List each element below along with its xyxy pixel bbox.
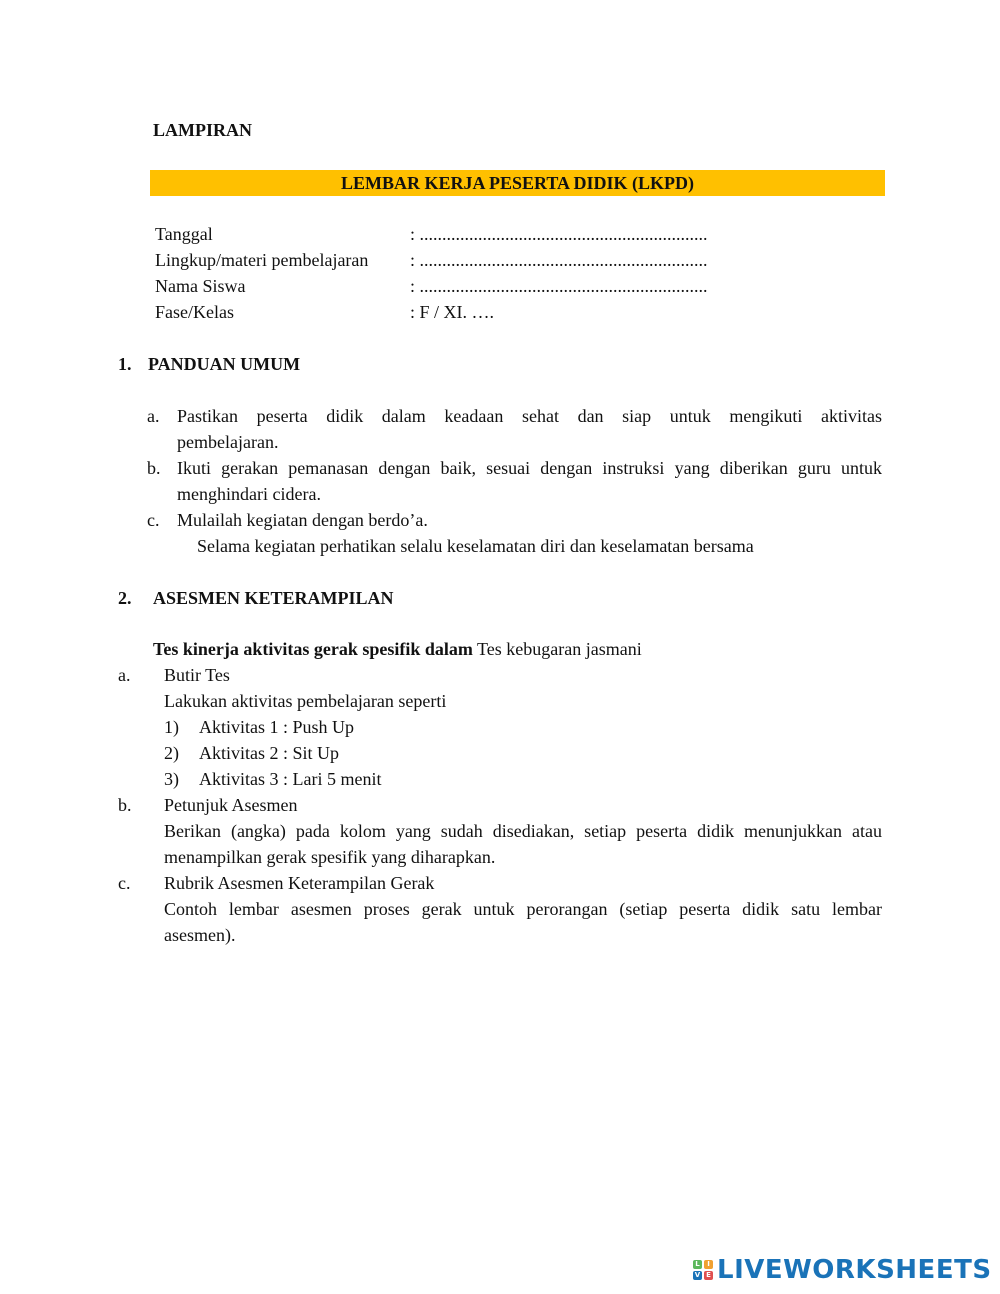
section2-intro-rest: Tes kebugaran jasmani [472,639,642,659]
section2-a-marker: a. [118,665,131,685]
identity-value-fase[interactable]: : F / XI. …. [410,302,495,322]
section1-item-a-marker: a. [147,406,160,426]
section2-title: ASESMEN KETERAMPILAN [153,588,394,608]
section1-item-b-marker: b. [147,458,161,478]
section2-c-line2: asesmen). [164,925,236,945]
activity-3-text: Aktivitas 3 : Lari 5 menit [199,769,382,789]
identity-label-fase: Fase/Kelas [155,302,234,322]
activity-1-text: Aktivitas 1 : Push Up [199,717,355,737]
section2-a-title: Butir Tes [164,665,230,685]
section1-item-a-line2: pembelajaran. [177,432,279,452]
activity-2-text: Aktivitas 2 : Sit Up [199,743,340,763]
section2-number: 2. [118,588,132,608]
section2-a-desc: Lakukan aktivitas pembelajaran seperti [164,691,447,711]
liveworksheets-logo-icon: L I V E [693,1260,713,1280]
identity-label-materi: Lingkup/materi pembelajaran [155,250,369,270]
section2-b-line2: menampilkan gerak spesifik yang diharapkan. [164,847,496,867]
section1-title: PANDUAN UMUM [148,354,301,374]
section2-intro-bold: Tes kinerja aktivitas gerak spesifik dalam [153,639,473,659]
section1-number: 1. [118,354,132,374]
section1-item-c-line1: Mulailah kegiatan dengan berdo’a. [177,510,428,530]
section1-item-a-line1: Pastikan peserta didik dalam keadaan sehat dan siap untuk mengikuti aktivitas [177,406,882,426]
section1-item-c-marker: c. [147,510,160,530]
liveworksheets-watermark [693,1255,992,1285]
identity-value-nama[interactable]: : ................................................................ [410,276,708,296]
section2-c-title: Rubrik Asesmen Keterampilan Gerak [164,873,435,893]
identity-value-materi[interactable]: : ................................................................ [410,250,708,270]
section2-c-marker: c. [118,873,131,893]
identity-label-tanggal: Tanggal [155,224,213,244]
identity-label-nama: Nama Siswa [155,276,246,296]
section2-intro [153,636,642,662]
section2-b-marker: b. [118,795,132,815]
lkpd-title-banner [150,170,885,196]
activity-2-number: 2) [164,743,179,763]
section1-note: Selama kegiatan perhatikan selalu keselamatan diri dan keselamatan bersama [197,536,754,556]
activity-1-number: 1) [164,717,179,737]
identity-value-tanggal[interactable]: : ................................................................ [410,224,708,244]
lkpd-title: LEMBAR KERJA PESERTA DIDIK (LKPD) [340,173,695,193]
lampiran-heading: LAMPIRAN [153,120,252,140]
section2-b-title: Petunjuk Asesmen [164,795,298,815]
activity-3-number: 3) [164,769,179,789]
section2-b-line1: Berikan (angka) pada kolom yang sudah disediakan, setiap peserta didik menunjukkan atau [164,821,882,841]
section2-c-line1: Contoh lembar asesmen proses gerak untuk perorangan (setiap peserta didik satu lembar [164,899,882,919]
section1-item-b-line2: menghindari cidera. [177,484,321,504]
section1-item-b-line1: Ikuti gerakan pemanasan dengan baik, sesuai dengan instruksi yang diberikan guru untuk [177,458,882,478]
liveworksheets-wordmark: LIVEWORKSHEETS [717,1255,992,1285]
